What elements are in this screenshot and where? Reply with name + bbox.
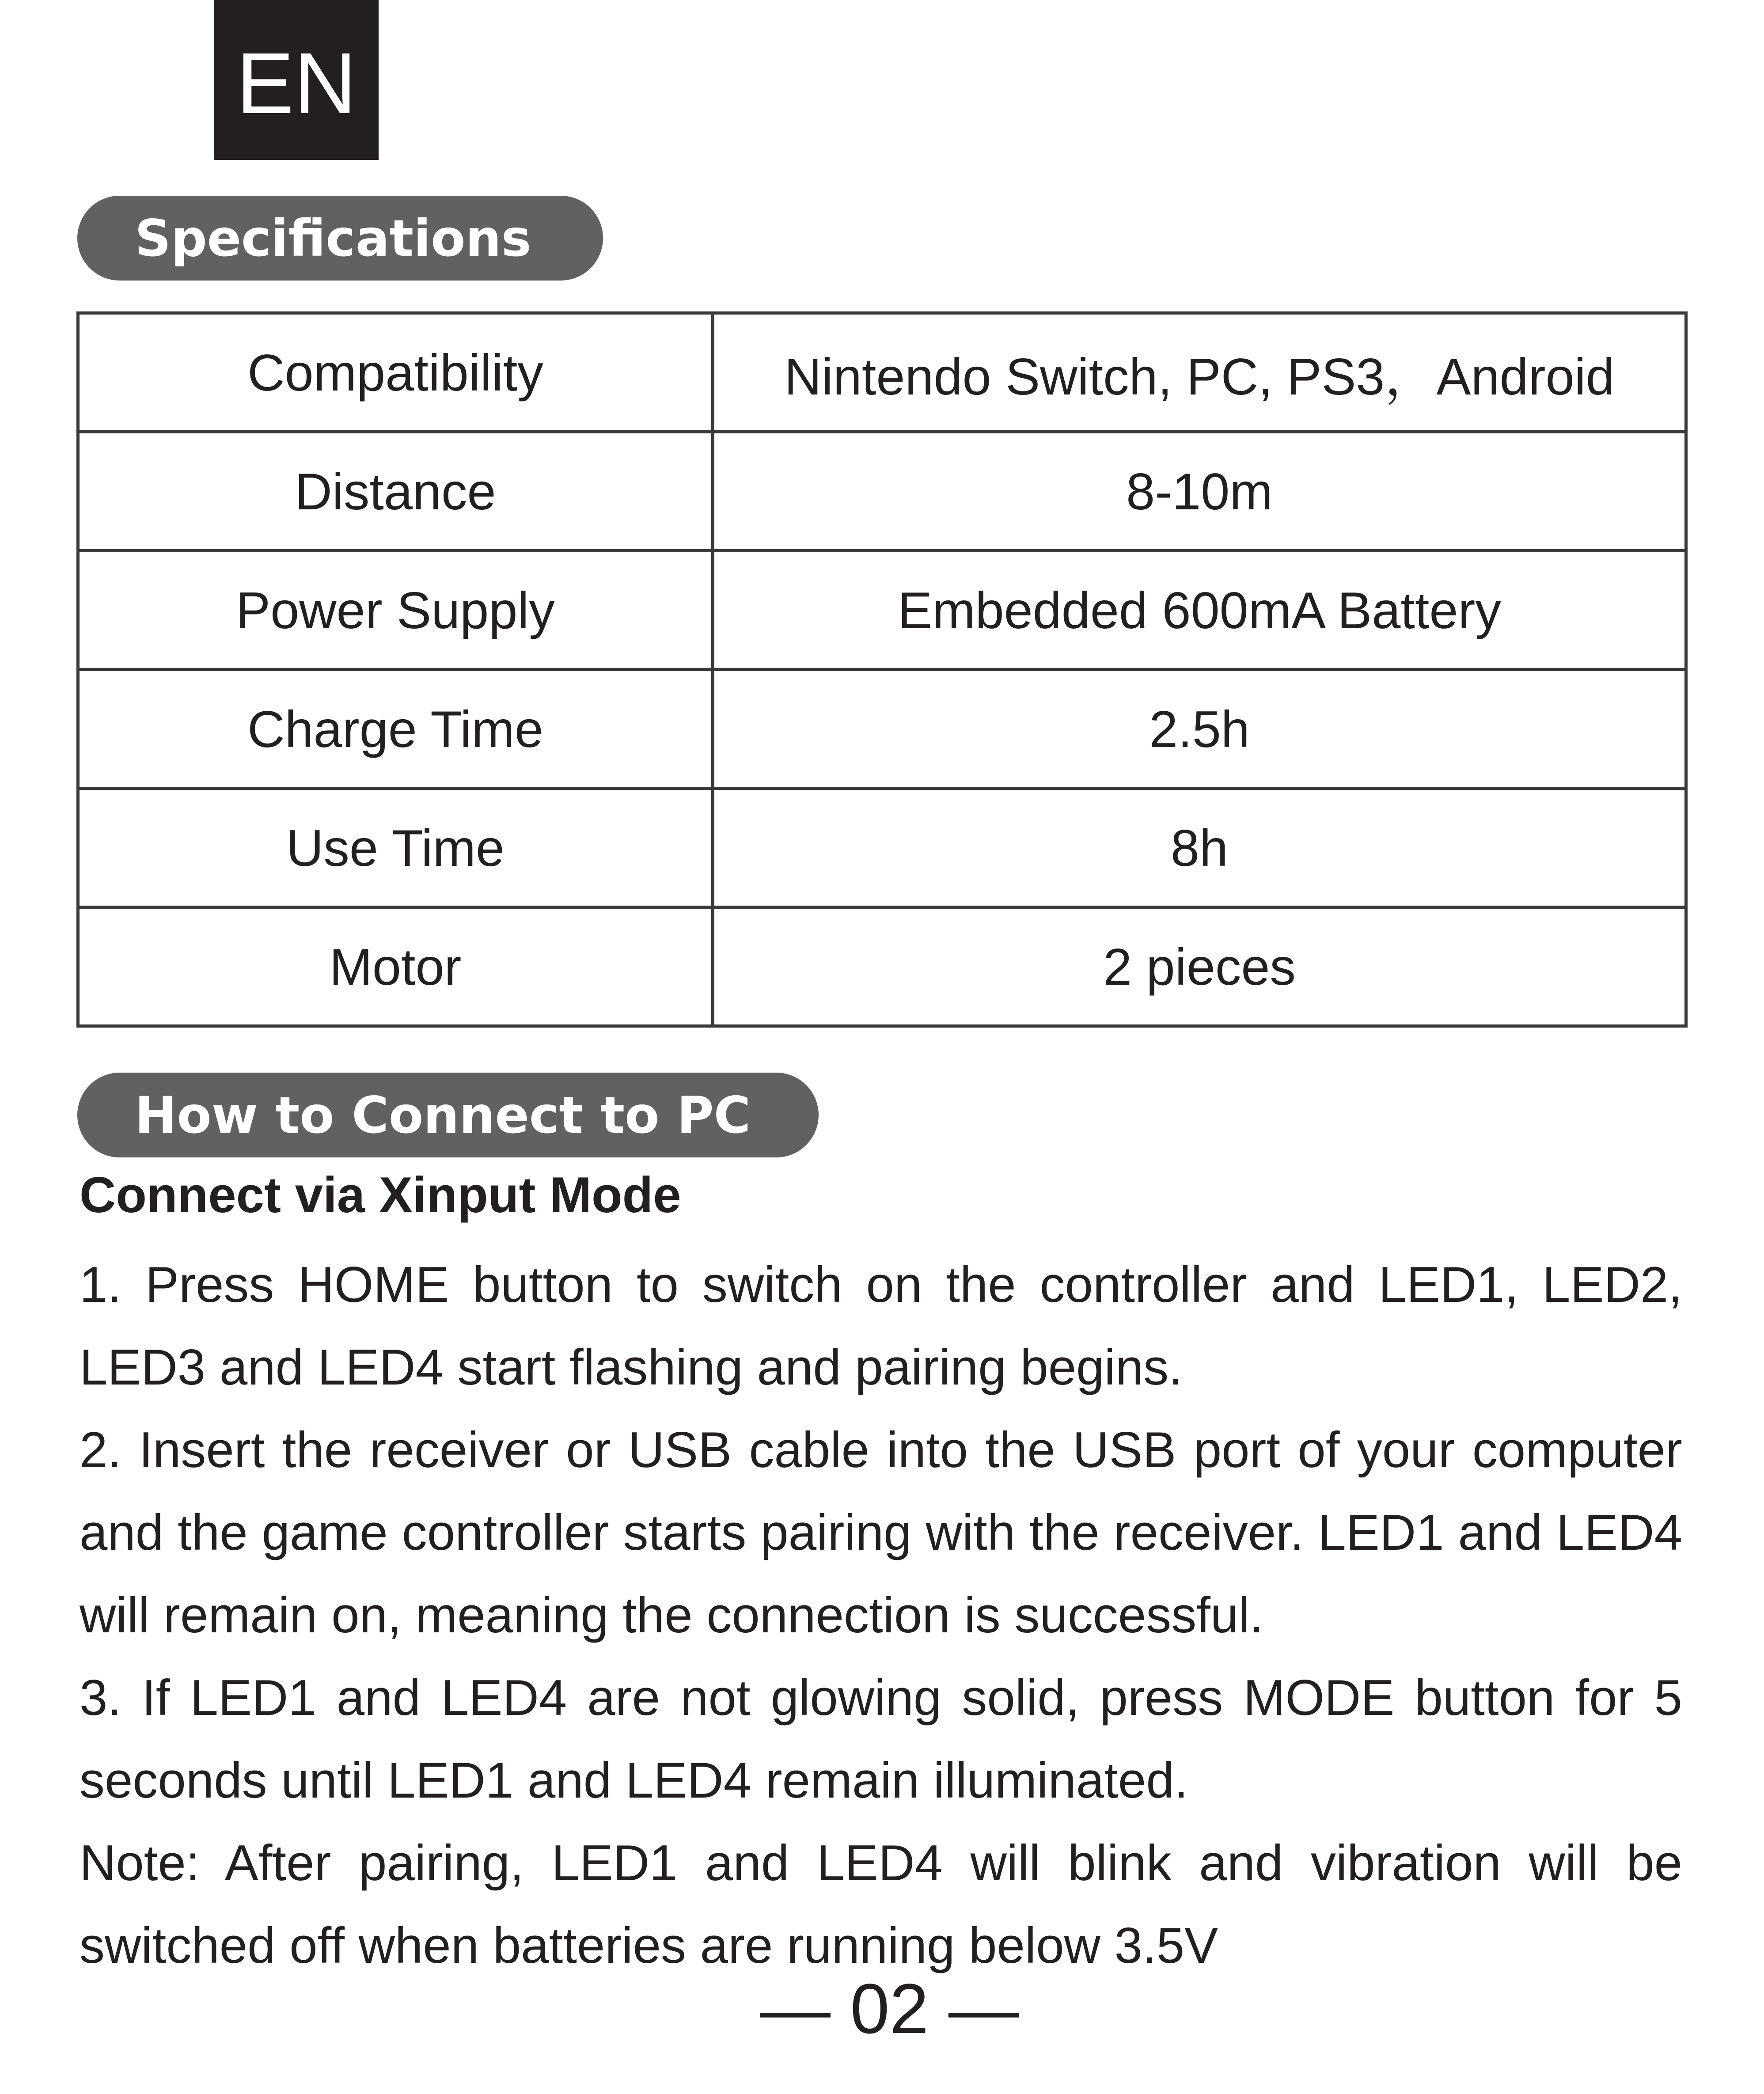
table-row: [78, 907, 1686, 1026]
spec-label: Power Supply: [78, 551, 713, 670]
instruction-note: Note: After pairing, LED1 and LED4 will blink and vibration will be switched off when batteries are running below 3.5V: [80, 1835, 1682, 1974]
spec-value: Embedded 600mA Battery: [713, 551, 1686, 670]
spec-value: 8h: [713, 789, 1686, 907]
language-badge: EN: [214, 0, 379, 160]
spec-label: Use Time: [78, 789, 713, 907]
table-row: [78, 432, 1686, 551]
table-row: [78, 551, 1686, 670]
spec-value: Nintendo Switch, PC, PS3，Android: [713, 313, 1686, 432]
table-row: [78, 670, 1686, 789]
spec-label: Compatibility: [78, 313, 713, 432]
spec-label: Distance: [78, 432, 713, 551]
spec-value: 2 pieces: [713, 907, 1686, 1026]
table-row: [78, 313, 1686, 432]
connection-instructions: [80, 1244, 1682, 1987]
spec-label: Motor: [78, 907, 713, 1026]
table-row: [78, 789, 1686, 907]
connect-pc-heading: How to Connect to PC: [77, 1073, 819, 1157]
instruction-step: 2. Insert the receiver or USB cable into the USB port of your computer and the game controller starts pairing with the receiver. LED1 and LED4 will remain on, meaning the connection is successful.: [80, 1422, 1682, 1643]
spec-label: Charge Time: [78, 670, 713, 789]
instruction-step: 3. If LED1 and LED4 are not glowing solid, press MODE button for 5 seconds until LED1 and LED4 remain illuminated.: [80, 1670, 1682, 1809]
xinput-mode-subheading: Connect via Xinput Mode: [80, 1167, 681, 1223]
specifications-heading: Specifications: [77, 196, 603, 281]
spec-value: 2.5h: [713, 670, 1686, 789]
instruction-step: 1. Press HOME button to switch on the controller and LED1, LED2, LED3 and LED4 start flashing and pairing begins.: [80, 1257, 1682, 1396]
page-number: — 02 —: [760, 1969, 1019, 2048]
spec-value: 8-10m: [713, 432, 1686, 551]
specifications-table: [76, 311, 1688, 1028]
